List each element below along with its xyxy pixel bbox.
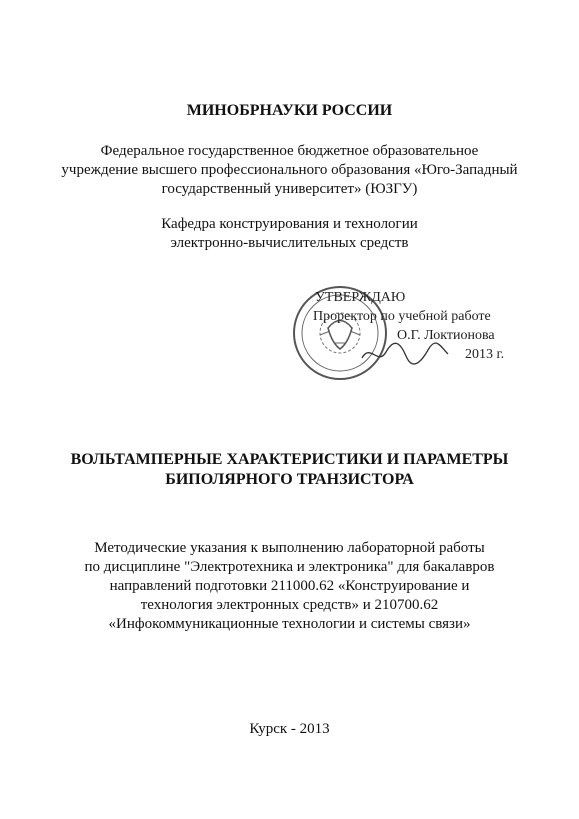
ministry-heading: МИНОБРНАУКИ РОССИИ: [186, 102, 393, 119]
department-line-2: электронно-вычислительных средств: [170, 235, 409, 251]
approval-position: Проректор по учебной работе: [313, 309, 491, 324]
description-line-4: технология электронных средств» и 210700.62: [140, 597, 439, 613]
approval-date: 2013 г.: [465, 347, 505, 362]
institution-line-2: учреждение высшего профессионального образования «Юго-Западный: [61, 162, 518, 178]
approval-name: О.Г. Локтионова: [397, 328, 495, 343]
description-line-2: по дисциплине "Электротехника и электроника" для бакалавров: [84, 559, 495, 575]
institution-line-3: государственный университет» (ЮЗГУ): [161, 181, 418, 197]
approval-block: [313, 288, 505, 364]
department-line-1: Кафедра конструирования и технологии: [161, 216, 418, 232]
document-title-line-1: ВОЛЬТАМПЕРНЫЕ ХАРАКТЕРИСТИКИ И ПАРАМЕТРЫ: [70, 451, 509, 468]
document-title-line-2: БИПОЛЯРНОГО ТРАНЗИСТОРА: [165, 471, 414, 488]
city-year: Курск - 2013: [249, 721, 330, 737]
description-line-3: направлений подготовки 211000.62 «Конструирование и: [109, 578, 470, 594]
description-line-1: Методические указания к выполнению лабораторной работы: [94, 540, 485, 556]
description-line-5: «Инфокоммуникационные технологии и системы связи»: [108, 616, 471, 632]
approval-heading: УТВЕРЖДАЮ: [315, 290, 406, 305]
institution-line-1: Федеральное государственное бюджетное образовательное: [100, 143, 479, 159]
